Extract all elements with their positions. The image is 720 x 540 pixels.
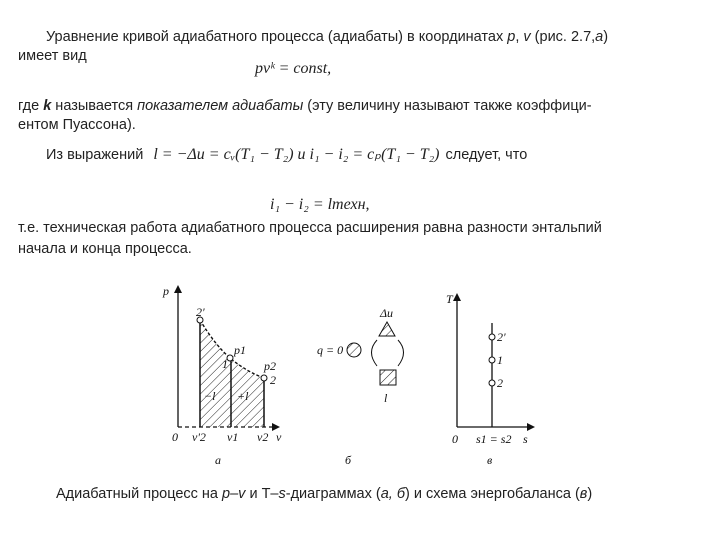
- text: где: [18, 98, 44, 114]
- pv-diagram: [162, 284, 282, 467]
- term: показателем адиабаты: [137, 98, 304, 114]
- du-label: Δu: [380, 306, 394, 320]
- p-axis-label: p: [163, 284, 169, 298]
- text: ): [603, 29, 609, 45]
- text: -диаграммах (: [285, 486, 381, 502]
- v2prime-label: v'2: [192, 430, 206, 444]
- label-2prime: 2': [497, 330, 506, 344]
- area-plus-l: +l: [237, 389, 249, 403]
- s-equality-label: s1 = s2: [476, 432, 512, 446]
- origin-label: 0: [172, 430, 178, 444]
- v2-label: v2: [257, 430, 269, 444]
- figure-caption: [56, 486, 592, 502]
- v-axis-label: v: [276, 430, 282, 444]
- paragraph-2-line2: ентом Пуассона).: [18, 117, 136, 133]
- text: в: [579, 486, 588, 502]
- text: p–v: [222, 486, 246, 502]
- ts-diagram: [446, 292, 535, 467]
- q-label: q = 0: [317, 343, 344, 357]
- subfigure-label-b: б: [345, 453, 352, 467]
- text: следует, что: [445, 147, 528, 163]
- energy-balance-scheme: [317, 306, 404, 467]
- text: v: [523, 29, 531, 45]
- text: p: [507, 29, 516, 45]
- text: ): [587, 486, 593, 502]
- label-1: 1: [497, 353, 503, 367]
- area-minus-l: −l: [204, 389, 216, 403]
- label-p2: p2: [264, 359, 276, 373]
- text: (эту величину называют также коэффици-: [303, 98, 592, 114]
- point-2: [261, 375, 267, 381]
- subfigure-label-a: а: [215, 453, 221, 467]
- formula-technical-work: i₁ − i₂ = lтехн,: [270, 196, 370, 213]
- label-2: 2: [270, 373, 276, 387]
- label-2prime: 2': [196, 305, 205, 319]
- formula-adiabat: pvᵏ = const,: [255, 60, 332, 77]
- text: ,: [515, 29, 524, 45]
- text: и T–: [245, 486, 279, 502]
- paragraph-1-line2: имеет вид: [18, 48, 87, 64]
- text: называется: [51, 98, 138, 114]
- s-axis-label: s: [523, 432, 528, 446]
- text: Уравнение кривой адиабатного процесса (адиабаты) в координатах: [46, 29, 508, 45]
- label-1: 1: [222, 357, 228, 371]
- formula-work: l = −Δu = cᵥ(T₁ − T₂) и i₁ − i₂ = cₚ(T₁ − T₂): [153, 146, 440, 163]
- text: а, б: [380, 486, 406, 502]
- l-label: l: [384, 391, 388, 405]
- text: s: [278, 486, 286, 502]
- paragraph-4-line1: т.е. техническая работа адиабатного процесса расширения равна разности энтальпий: [18, 220, 602, 236]
- work-square: [380, 370, 396, 385]
- subfigure-label-v: в: [487, 453, 493, 467]
- paragraph-4-line2: начала и конца процесса.: [18, 241, 192, 257]
- text: (рис. 2.7,: [530, 29, 596, 45]
- label-2: 2: [497, 376, 503, 390]
- T-axis-label: T: [446, 292, 453, 306]
- text: а: [595, 29, 604, 45]
- text: ) и схема энергобаланса (: [405, 486, 580, 502]
- text: Адиабатный процесс на: [56, 486, 223, 502]
- text: k: [43, 98, 52, 114]
- heat-circle: [347, 343, 361, 357]
- origin-label: 0: [452, 432, 458, 446]
- v1-label: v1: [227, 430, 239, 444]
- text: Из выражений: [46, 147, 144, 163]
- du-triangle: [379, 322, 395, 336]
- label-p1: p1: [234, 343, 246, 357]
